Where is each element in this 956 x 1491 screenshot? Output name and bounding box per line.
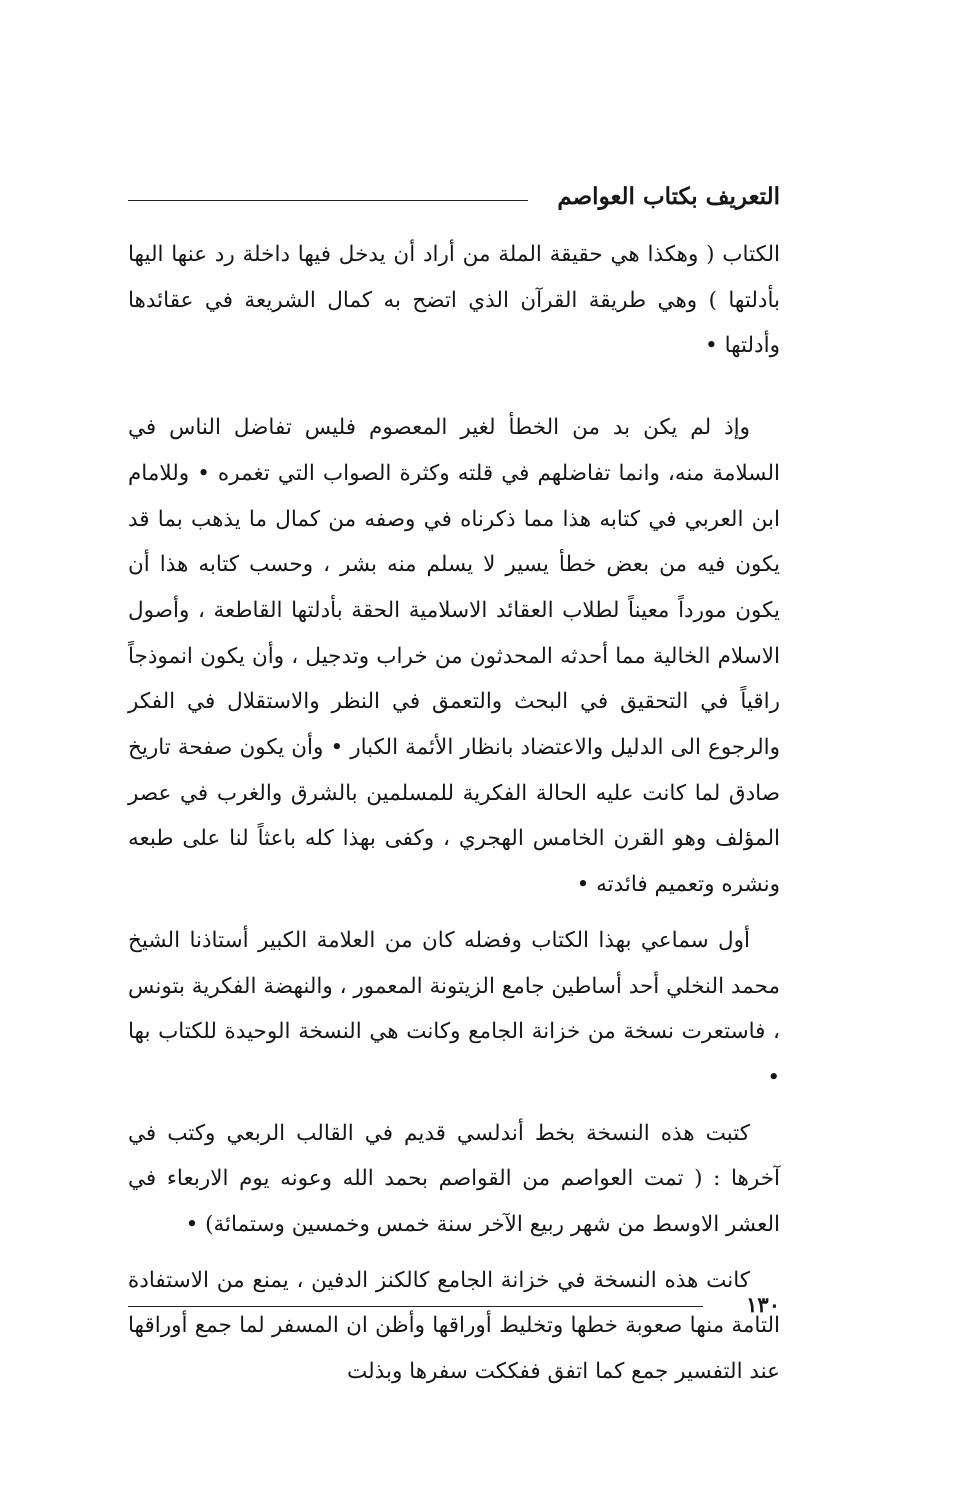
body-text bbox=[128, 232, 780, 1395]
running-header bbox=[128, 180, 780, 214]
paragraph: وإذ لم يكن بد من الخطأ لغير المعصوم فليس تفاضل الناس في السلامة منه، وانما تفاضلهم في قلته وكثرة الصواب التي تغمره • وللامام ابن العربي في كتابه هذا مما ذكرناه في وصفه من كمال ما يذهب بما قد يكون فيه من بعض خطأ يسير لا يسلم منه بشر ، وحسب كتابه هذا أن يكون مورداً معيناً لطلاب العقائد الاسلامية الحقة بأدلتها القاطعة ، وأصول الاسلام الخالية مما أحدثه المحدثون من خراب وتدجيل ، وأن يكون انموذجاً راقياً في التحقيق في البحث والتعمق في النظر والاستقلال في الفكر والرجوع الى الدليل والاعتضاد بانظار الأئمة الكبار • وأن يكون صفحة تاريخ صادق لما كانت عليه الحالة الفكرية للمسلمين بالشرق والغرب في عصر المؤلف وهو القرن الخامس الهجري ، وكفى بهذا كله باعثاً لنا على طبعه ونشره وتعميم فائدته • bbox=[128, 415, 780, 898]
paragraph: كانت هذه النسخة في خزانة الجامع كالكنز الدفين ، يمنع من الاستفادة التامة منها صعوبة خطها وتخليط أوراقها وأظن ان المسفر لما جمع أوراقها عند التفسير جمع كما اتفق ففككت سفرها وبذلت bbox=[128, 1267, 780, 1385]
footer-rule bbox=[128, 1306, 703, 1307]
page-number: ١٣٠ bbox=[746, 1292, 780, 1317]
paragraph: أول سماعي بهذا الكتاب وفضله كان من العلامة الكبير أستاذنا الشيخ محمد النخلي أحد أساطين جامع الزيتونة المعمور ، والنهضة الفكرية بتونس ، فاستعرت نسخة من خزانة الجامع وكانت هي النسخة الوحيدة للكتاب بها • bbox=[128, 927, 780, 1090]
paragraph: كتبت هذه النسخة بخط أندلسي قديم في القالب الربعي وكتب في آخرها : ( تمت العواصم من القواصم بحمد الله وعونه يوم الاربعاء في العشر الاوسط من شهر ربيع الآخر سنة خمس وخمسين وستمائة) • bbox=[128, 1120, 780, 1238]
running-header-title: التعريف بكتاب العواصم bbox=[557, 183, 780, 210]
page-footer bbox=[128, 1288, 780, 1322]
header-rule bbox=[128, 200, 528, 201]
paragraph-continuation: الكتاب ( وهكذا هي حقيقة الملة من أراد أن يدخل فيها داخلة رد عنها اليها بأدلتها ) وهي طريقة القرآن الذي اتضح به كمال الشريعة في عقائدها وأدلتها • bbox=[128, 242, 780, 359]
